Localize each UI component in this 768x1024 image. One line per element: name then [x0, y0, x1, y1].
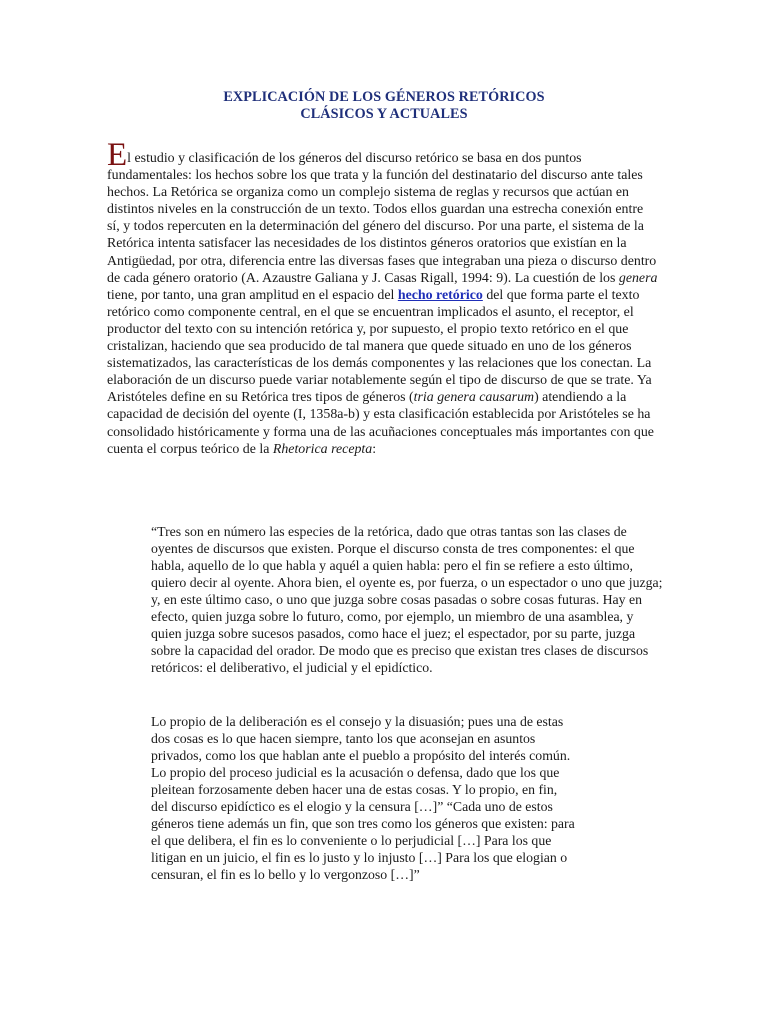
quote-paragraph-1: “Tres son en número las especies de la retórica, dado que otras tantas son las clases de oyentes de discursos que existen. Porque el discurso consta de tres componentes: el que habla, aquello de lo que habla y aquél a quien habla: pero el fin se refiere a esto último, quiero decir al oyente. Ahora bien, el oyente es, por fuerza, o un espectador o uno que juzga; y, en este último caso, o uno que juzga sobre cosas pasadas o sobre cosas futuras. Hay en efecto, quien juzga sobre lo futuro, como, por ejemplo, un miembro de una asamblea, y quien juzga sobre sucesos pasados, como hace el juez; el espectador, por su parte, juzga sobre la capacidad del orador. De modo que es preciso que existan tres clases de discursos retóricos: el deliberativo, el judicial y el epidíctico. [151, 524, 663, 676]
intro-text-2: tiene, por tanto, una gran amplitud en el espacio del [107, 287, 398, 303]
quote-paragraph-2 [151, 713, 663, 883]
intro-text-3: del que forma parte el texto retórico como componente central, en el que se encuentran implicados el asunto, el receptor, el productor del texto con su intención retórica y, por supuesto, el propio texto retórico en el que cristalizan, haciendo que sea producido de tal manera que quede situado en uno de los géneros sistematizados, las características de los demás componentes y las relaciones que los conectan. La elaboración de un discurso puede variar notablemente según el tipo de discurso de que se trate. Ya Aristóteles define en su Retórica tres tipos de géneros ( [107, 287, 652, 406]
quote-line: dos cosas es lo que hacen siempre, tanto los que aconsejan en asuntos [151, 731, 536, 747]
rhetorica-recepta-term: Rhetorica recepta [272, 441, 373, 457]
tria-genera-term: tria genera causarum [413, 390, 535, 406]
document-title [0, 89, 768, 123]
intro-text-1: l estudio y clasificación de los géneros del discurso retórico se basa en dos puntos fundamentales: los hechos sobre los que trata y la función del destinatario del discurso ante tales hechos. La Retórica se organiza como un complejo sistema de reglas y recursos que actúan en distintos niveles en la construcción de un texto. Todos ellos guardan una estrecha conexión entre sí, y todos repercuten en la determinación del género del discurso. Por una parte, el sistema de la Retórica intenta satisfacer las necesidades de los distintos géneros oratorios que existían en la Antigüedad, por otra, diferencia entre las diversas fases que integraban una pieza o discurso dentro de cada género oratorio (A. Azaustre Galiana y J. Casas Rigall, 1994: 9). La cuestión de los [107, 151, 657, 286]
title-line-1: EXPLICACIÓN DE LOS GÉNEROS RETÓRICOS [223, 89, 545, 105]
quote-line: del discurso epidíctico es el elogio y la censura […]” “Cada uno de estos [151, 799, 553, 815]
drop-cap: E [107, 137, 128, 173]
quote-line: litigan en un juicio, el fin es lo justo y lo injusto […] Para los que elogian o [151, 850, 568, 866]
quote-line: pleitean forzosamente deben hacer una de estas cosas. Y lo propio, en fin, [151, 782, 558, 798]
hecho-retorico-link[interactable]: hecho retórico [397, 287, 483, 303]
quote-line: Lo propio de la deliberación es el consejo y la disuasión; pues una de estas [151, 714, 564, 729]
quote-line: censuran, el fin es lo bello y lo vergonzoso […]” [151, 867, 420, 883]
intro-text-5: : [372, 441, 377, 457]
intro-paragraph [107, 137, 659, 458]
genera-term: genera [618, 270, 658, 286]
quote-line: géneros tiene además un fin, que son tres como los géneros que existen: para [151, 816, 575, 832]
quote-line: Lo propio del proceso judicial es la acusación o defensa, dado que los que [151, 765, 560, 781]
intro-text-4: ) atendiendo a la capacidad de decisión del oyente (I, 1358a-b) y esta clasificación establecida por Aristóteles se ha consolidado históricamente y forma una de las acuñaciones conceptuales más importantes con que cuenta el corpus teórico de la [107, 390, 654, 457]
title-line-2: CLÁSICOS Y ACTUALES [300, 106, 468, 122]
quote-line: privados, como los que hablan ante el pueblo a propósito del interés común. [151, 748, 571, 764]
quote-line: el que delibera, el fin es lo conveniente o lo perjudicial […] Para los que [151, 833, 552, 849]
